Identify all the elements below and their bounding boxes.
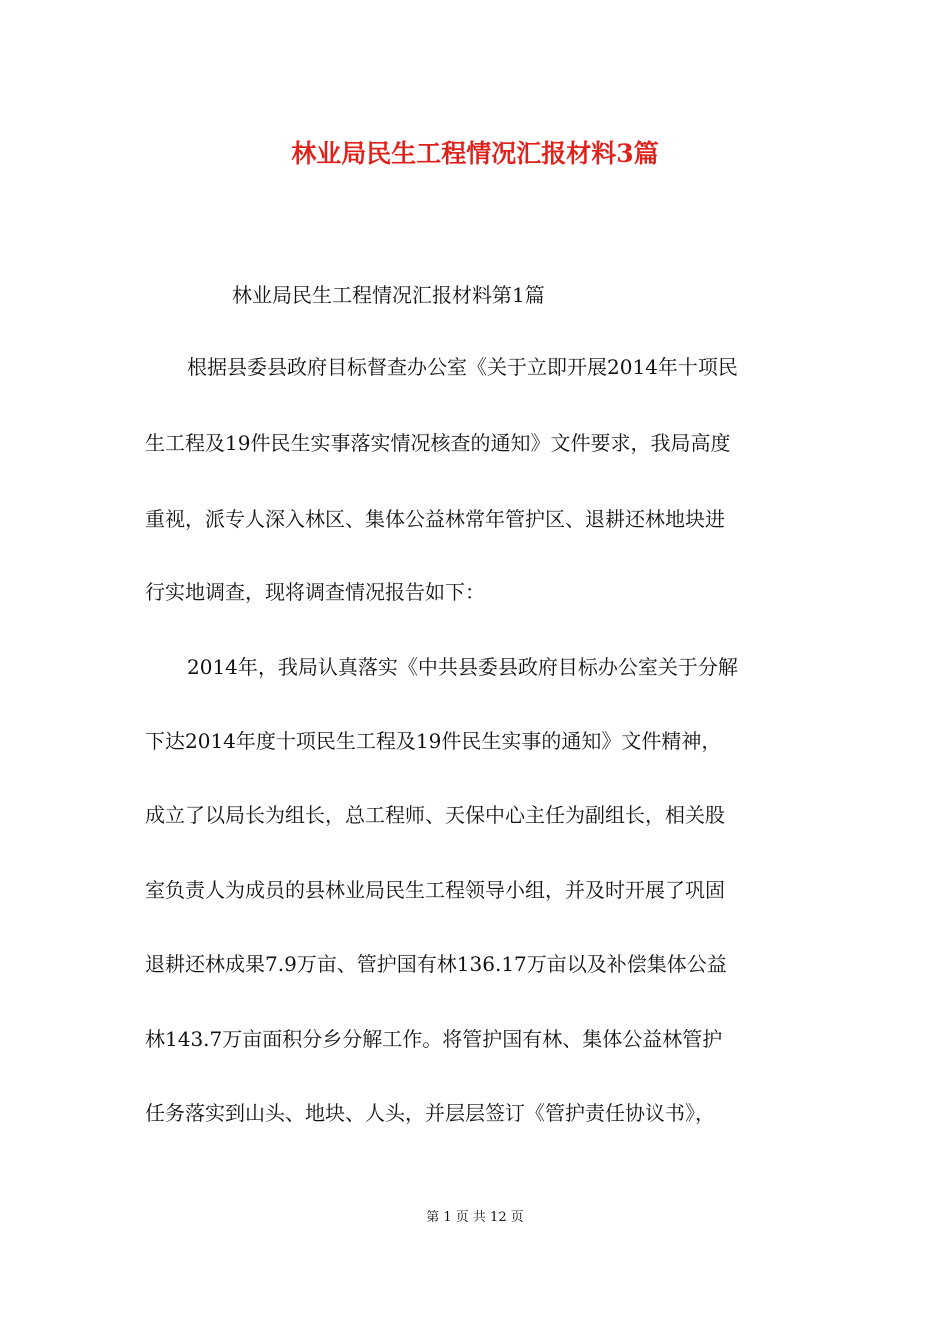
paragraph-line: 2014年，我局认真落实《中共县委县政府目标办公室关于分解 xyxy=(187,655,738,679)
section-heading: 林业局民生工程情况汇报材料第1篇 xyxy=(232,283,545,307)
paragraph-line: 林143.7万亩面积分乡分解工作。将管护国有林、集体公益林管护 xyxy=(145,1027,723,1051)
page-number: 第 1 页 共 12 页 xyxy=(426,1210,524,1225)
paragraph-line: 成立了以局长为组长，总工程师、天保中心主任为副组长，相关股 xyxy=(145,803,725,827)
paragraph-line: 行实地调查，现将调查情况报告如下： xyxy=(145,580,485,604)
paragraph-line: 生工程及19件民生实事落实情况核查的通知》文件要求，我局高度 xyxy=(145,431,731,455)
paragraph-line: 下达2014年度十项民生工程及19件民生实事的通知》文件精神， xyxy=(145,729,722,753)
paragraph-line: 根据县委县政府目标督查办公室《关于立即开展2014年十项民 xyxy=(187,355,738,379)
paragraph-line: 退耕还林成果7.9万亩、管护国有林136.17万亩以及补偿集体公益 xyxy=(145,952,727,976)
paragraph-line: 重视，派专人深入林区、集体公益林常年管护区、退耕还林地块进 xyxy=(145,507,725,531)
paragraph-line: 任务落实到山头、地块、人头，并层层签订《管护责任协议书》， xyxy=(145,1101,715,1125)
document-title: 林业局民生工程情况汇报材料3篇 xyxy=(291,139,659,168)
paragraph-line: 室负责人为成员的县林业局民生工程领导小组，并及时开展了巩固 xyxy=(145,878,725,902)
